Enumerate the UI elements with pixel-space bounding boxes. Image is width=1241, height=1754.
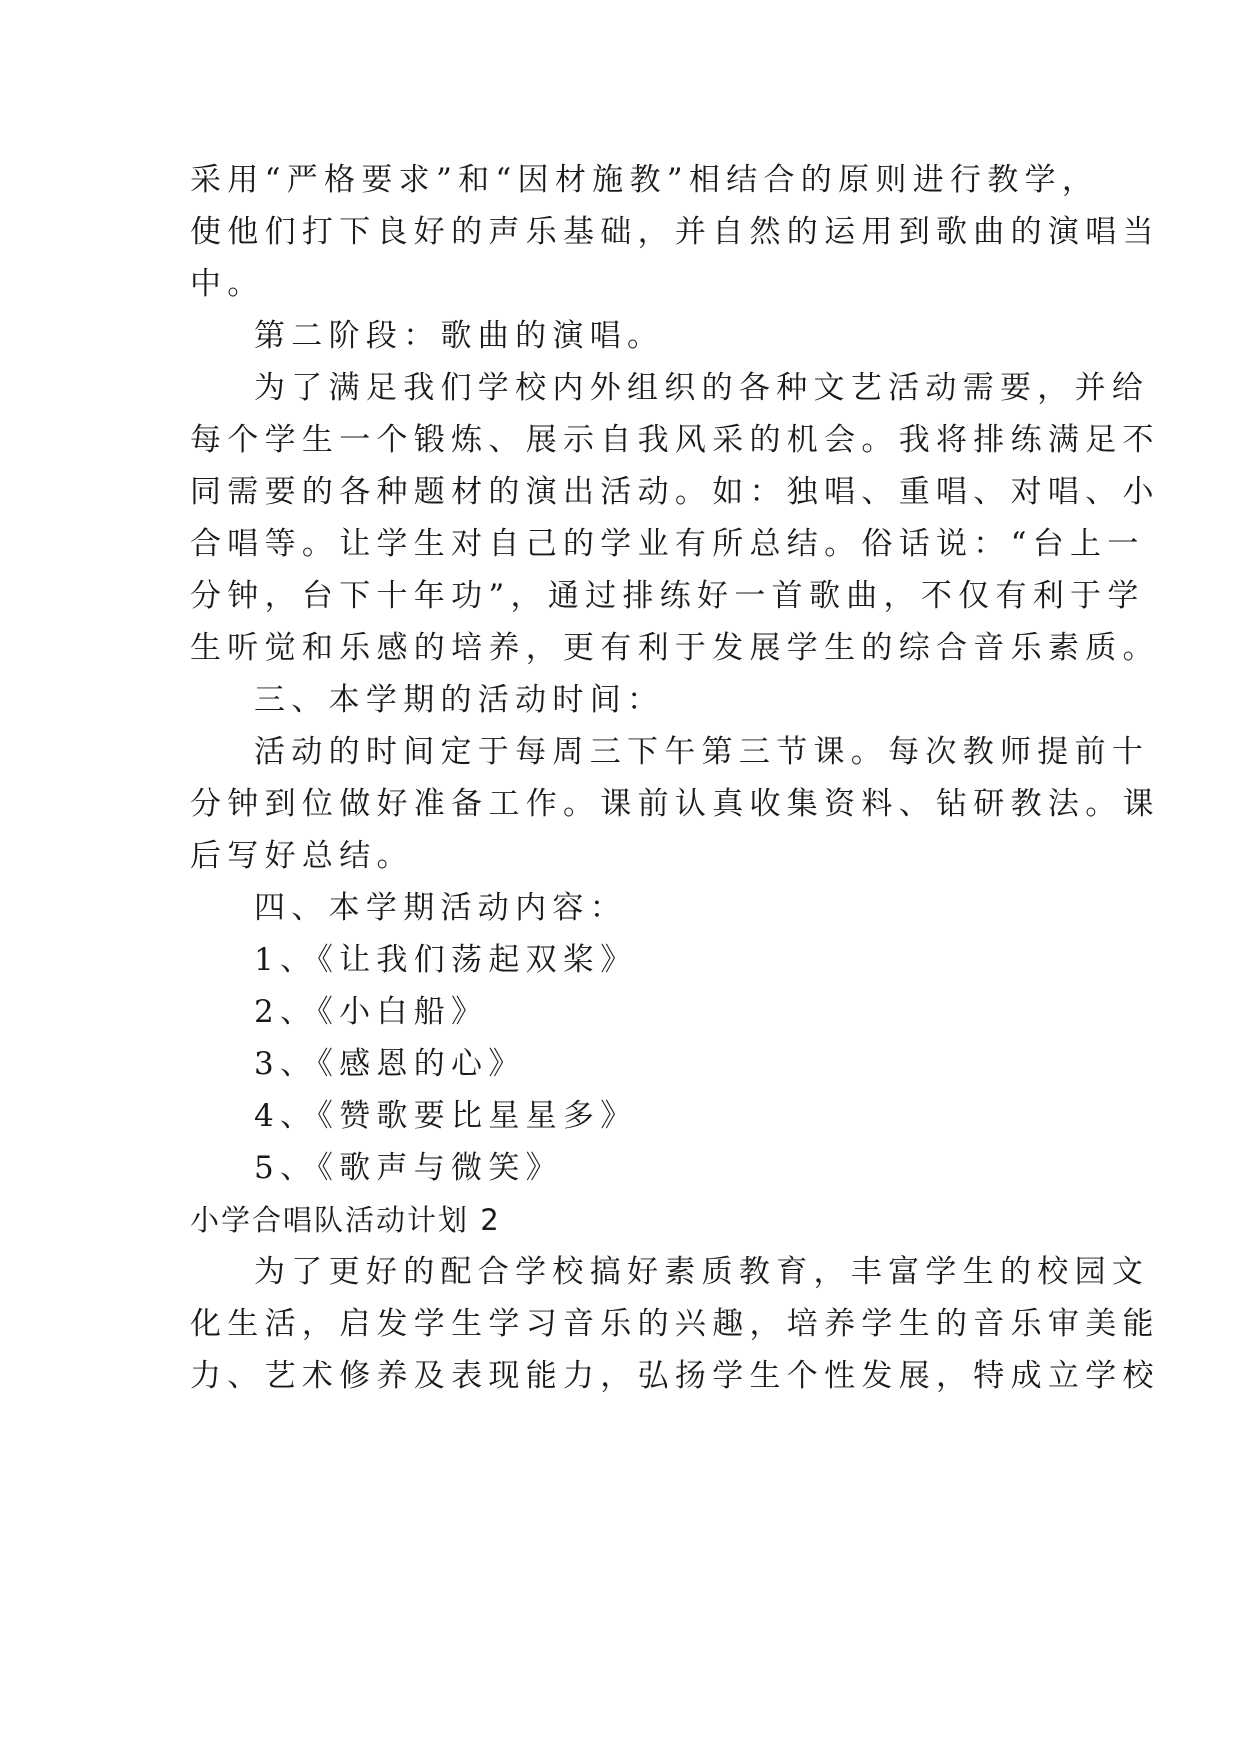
paragraph-line: 中。 [190,266,265,302]
paragraph-line: 活动的时间定于每周三下午第三节课。每次教师提前十 [254,734,1150,770]
paragraph-line: 分钟到位做好准备工作。课前认真收集资料、钻研教法。课 [190,786,1160,822]
list-item: 3、《感恩的心》 [254,1046,526,1082]
section-heading: 第二阶段：歌曲的演唱。 [254,318,665,354]
paragraph-line: 采用“严格要求”和“因材施教”相结合的原则进行教学， [190,162,1100,198]
section-heading: 四、本学期活动内容： [254,890,627,926]
paragraph-line: 使他们打下良好的声乐基础，并自然的运用到歌曲的演唱当 [190,214,1160,250]
section-heading: 三、本学期的活动时间： [254,682,665,718]
paragraph-line: 每个学生一个锻炼、展示自我风采的机会。我将排练满足不 [190,422,1160,458]
paragraph-line: 同需要的各种题材的演出活动。如：独唱、重唱、对唱、小 [190,474,1160,510]
paragraph-line: 后写好总结。 [190,838,414,874]
list-item: 1、《让我们荡起双桨》 [254,942,638,978]
paragraph-line: 化生活，启发学生学习音乐的兴趣，培养学生的音乐审美能 [190,1306,1160,1342]
paragraph-line: 为了满足我们学校内外组织的各种文艺活动需要，并给 [254,370,1150,406]
document-title: 小学合唱队活动计划 2 [190,1203,501,1237]
list-item: 2、《小白船》 [254,994,489,1030]
paragraph-line: 分钟，台下十年功”，通过排练好一首歌曲，不仅有利于学 [190,578,1145,614]
list-item: 5、《歌声与微笑》 [254,1150,563,1186]
list-item: 4、《赞歌要比星星多》 [254,1098,638,1134]
paragraph-line: 合唱等。让学生对自己的学业有所总结。俗话说：“台上一 [190,526,1145,562]
paragraph-line: 为了更好的配合学校搞好素质教育，丰富学生的校园文 [254,1254,1150,1290]
paragraph-line: 力、艺术修养及表现能力，弘扬学生个性发展，特成立学校 [190,1358,1160,1394]
paragraph-line: 生听觉和乐感的培养，更有利于发展学生的综合音乐素质。 [190,630,1160,666]
